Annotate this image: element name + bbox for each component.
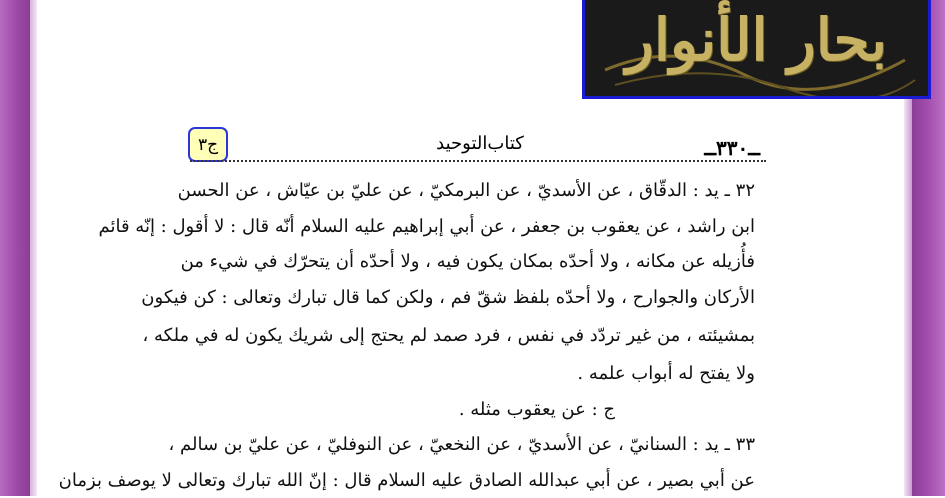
text-line: ج : عن يعقوب مثله .	[458, 399, 615, 420]
text-line: بمشيئته ، من غير تردّد في نفس ، فرد صمد لم يحتج إلى شريك يكون له في ملكه ،	[142, 325, 755, 346]
text-line: ابن راشد ، عن يعقوب بن جعفر ، عن أبي إبراهيم عليه السلام أنّه قال : لا أقول : إنّه قائم	[98, 216, 755, 237]
logo-text: بحار الأنوار	[625, 6, 888, 74]
left-page-frame	[0, 0, 30, 496]
text-line: فأُزيله عن مكانه ، ولا أحدّه بمكان يكون فيه ، ولا أحدّه أن يتحرّك في شيء من	[180, 251, 755, 272]
book-logo	[582, 0, 931, 99]
text-line: ٣٣ ـ يد : السنانيّ ، عن الأسديّ ، عن النخعيّ ، عن النوفليّ ، عن عليّ بن سالم ،	[168, 434, 755, 455]
text-line: عن أبي بصير ، عن أبي عبدالله الصادق عليه السلام قال : إنّ الله تبارك وتعالى لا يوصف بزمان	[58, 470, 755, 491]
chapter-title: كتاب‌التوحيد	[436, 133, 524, 154]
text-line: ٣٢ ـ يد : الدقّاق ، عن الأسديّ ، عن البرمكيّ ، عن عليّ بن عيّاش ، عن الحسن	[177, 180, 755, 201]
volume-badge: ج٣	[188, 127, 228, 162]
text-line: ولا يفتح له أبواب علمه .	[577, 363, 755, 384]
text-line: الأركان والجوارح ، ولا أحدّه بلفظ شقّ فم ، ولكن كما قال تبارك وتعالى : كن فيكون	[141, 287, 755, 308]
page-number: ــ٣٣٠ــ	[704, 136, 760, 160]
header-divider	[190, 160, 766, 162]
left-frame-edge	[30, 0, 37, 496]
